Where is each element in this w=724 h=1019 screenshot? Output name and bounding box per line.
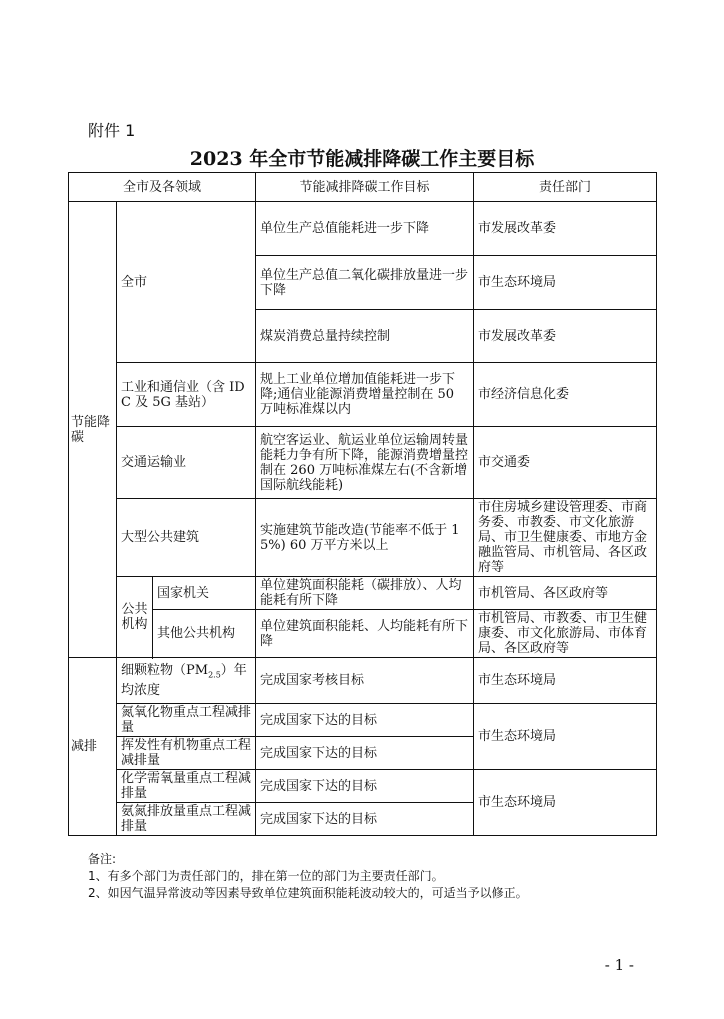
header-target: 节能减排降碳工作目标 <box>256 173 474 202</box>
table-row <box>69 577 657 610</box>
nh3-label: 氨氮排放量重点工程减排量 <box>117 803 256 836</box>
cell-target: 规上工业单位增加值能耗进一步下降;通信业能源消费增量控制在 50 万吨标准煤以内 <box>256 363 474 427</box>
table-row <box>69 770 657 803</box>
section-emission: 减排 <box>69 658 117 836</box>
cod-label: 化学需氧量重点工程减排量 <box>117 770 256 803</box>
cell-dept: 市经济信息化委 <box>474 363 657 427</box>
cell-target: 单位生产总值能耗进一步下降 <box>256 202 474 256</box>
cell-dept: 市交通委 <box>474 427 657 499</box>
pm-label: 细颗粒物$(PM_{2.5})$年均浓度 <box>117 658 256 704</box>
notes <box>88 851 528 902</box>
cell-target: 完成国家下达的目标 <box>256 803 474 836</box>
cell-dept: 市生态环境局 <box>474 256 657 310</box>
cell-dept: 市生态环境局 <box>474 658 657 704</box>
table-row <box>69 427 657 499</box>
notes-heading: 备注: <box>88 852 117 866</box>
voc-label: 挥发性有机物重点工程减排量 <box>117 737 256 770</box>
table-row <box>69 499 657 577</box>
other-inst-label: 其他公共机构 <box>153 610 256 658</box>
table-header-row <box>69 173 657 202</box>
cell-target: 航空客运业、航运业单位运输周转量能耗力争有所下降，能源消费增量控制在 260 万吨标准煤左右(不含新增国际航线能耗) <box>256 427 474 499</box>
nox-label: 氮氧化物重点工程减排量 <box>117 704 256 737</box>
cell-target: 单位生产总值二氧化碳排放量进一步下降 <box>256 256 474 310</box>
cell-dept: 市机管局、市教委、市卫生健康委、市文化旅游局、市体育局、各区政府等 <box>474 610 657 658</box>
cell-dept: 市住房城乡建设管理委、市商务委、市教委、市文化旅游局、市卫生健康委、市地方金融监管局、市机管局、各区政府等 <box>474 499 657 577</box>
cell-dept: 市生态环境局 <box>474 770 657 836</box>
cell-target: 单位建筑面积能耗（碳排放）、人均能耗有所下降 <box>256 577 474 610</box>
page-number: - 1 - <box>604 956 634 974</box>
cell-dept: 市机管局、各区政府等 <box>474 577 657 610</box>
cell-dept: 市发展改革委 <box>474 202 657 256</box>
table-row <box>69 658 657 704</box>
note-item: 1、有多个部门为责任部门的，排在第一位的部门为主要责任部门。 <box>88 869 444 883</box>
table-row <box>69 704 657 737</box>
section-energy: 节能降碳 <box>69 202 117 658</box>
table-row <box>69 610 657 658</box>
targets-table <box>68 172 657 836</box>
note-item: 2、如因气温异常波动等因素导致单位建筑面积能耗波动较大的，可适当予以修正。 <box>88 886 528 900</box>
cell-dept: 市发展改革委 <box>474 310 657 363</box>
cell-target: 完成国家下达的目标 <box>256 704 474 737</box>
header-dept: 责任部门 <box>474 173 657 202</box>
table-row <box>69 363 657 427</box>
cell-dept: 市生态环境局 <box>474 704 657 770</box>
gov-label: 国家机关 <box>153 577 256 610</box>
building-label: 大型公共建筑 <box>117 499 256 577</box>
public-inst-label: 公共机构 <box>117 577 153 658</box>
cell-target: 煤炭消费总量持续控制 <box>256 310 474 363</box>
cell-target: 单位建筑面积能耗、人均能耗有所下降 <box>256 610 474 658</box>
cell-target: 完成国家下达的目标 <box>256 737 474 770</box>
header-domain: 全市及各领域 <box>69 173 256 202</box>
transport-label: 交通运输业 <box>117 427 256 499</box>
cell-target: 实施建筑节能改造(节能率不低于 15%) 60 万平方米以上 <box>256 499 474 577</box>
document-title: 2023 年全市节能减排降碳工作主要目标 <box>189 148 535 170</box>
cell-target: 完成国家下达的目标 <box>256 770 474 803</box>
table-row <box>69 202 657 256</box>
attachment-label: 附件 1 <box>88 121 136 140</box>
city-label: 全市 <box>117 202 256 363</box>
industry-label: 工业和通信业（含 IDC 及 5G 基站） <box>117 363 256 427</box>
cell-target: 完成国家考核目标 <box>256 658 474 704</box>
